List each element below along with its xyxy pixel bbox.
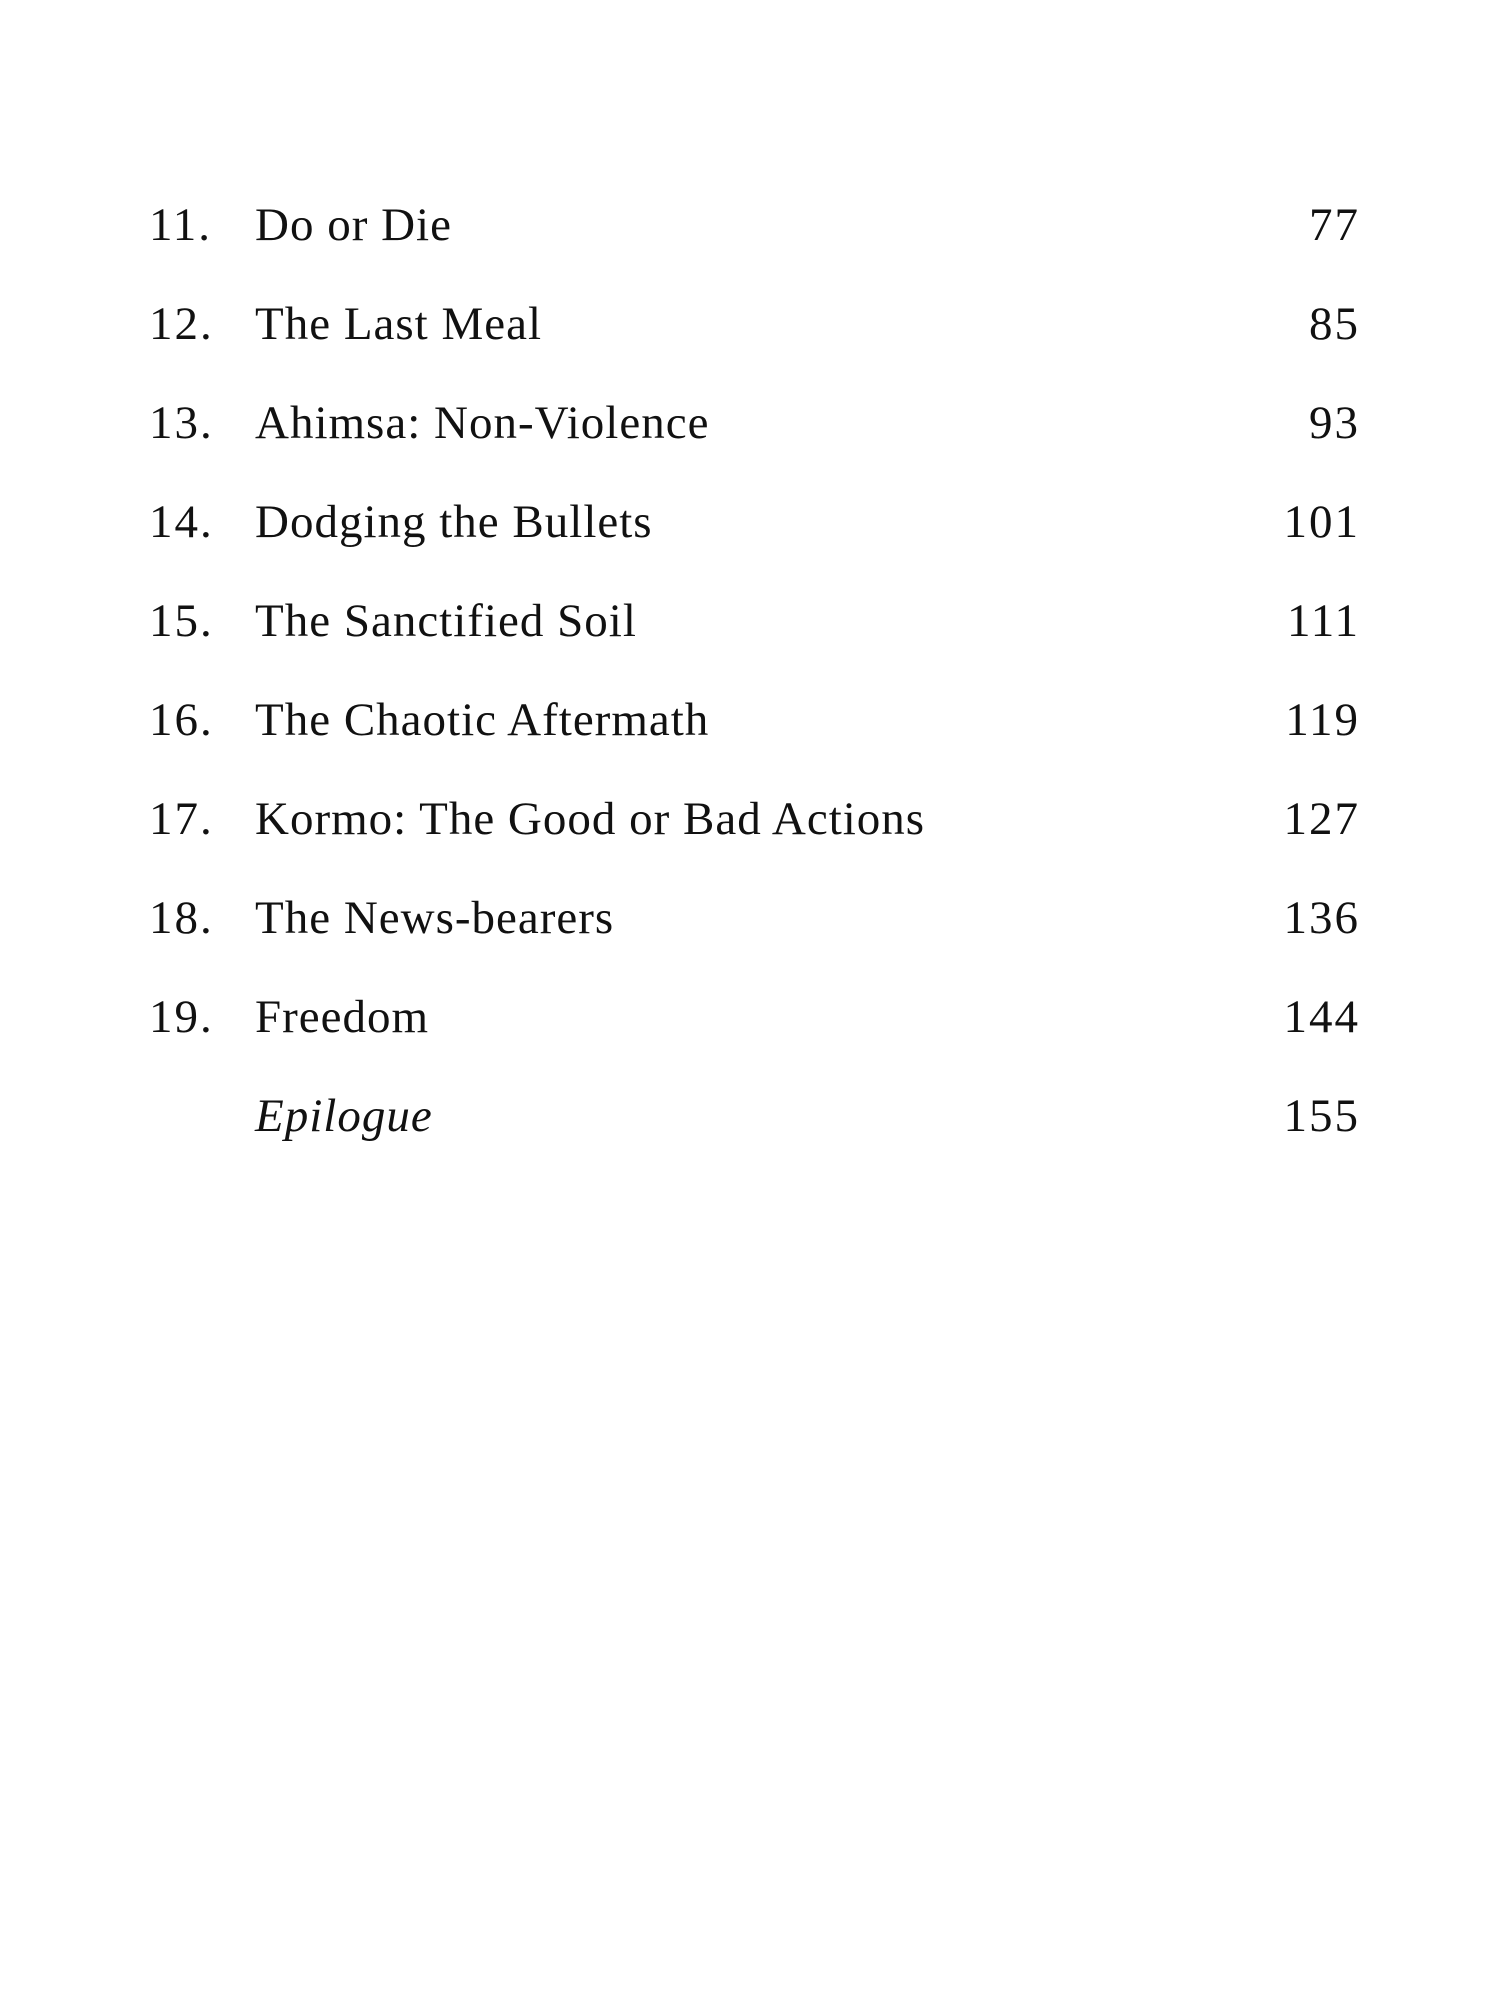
chapter-number: 12.: [149, 298, 214, 350]
chapter-title: Do or Die: [255, 199, 452, 251]
toc-entry-13: [0, 393, 1500, 493]
chapter-number: 14.: [149, 496, 214, 548]
page-number: 85: [1309, 298, 1360, 350]
chapter-number: 17.: [149, 793, 214, 845]
chapter-title: Ahimsa: Non-Violence: [255, 397, 710, 449]
toc-entry-11: [0, 195, 1500, 295]
chapter-number: 18.: [149, 892, 214, 944]
page-number: 127: [1283, 793, 1360, 845]
page-number: 155: [1283, 1090, 1360, 1142]
toc-entry-16: [0, 690, 1500, 790]
toc-entry-19: [0, 987, 1500, 1087]
chapter-title: The Last Meal: [255, 298, 543, 350]
toc-entry-15: [0, 591, 1500, 691]
page-number: 119: [1285, 694, 1360, 746]
page-number: 144: [1283, 991, 1360, 1043]
toc-entry-12: [0, 294, 1500, 394]
chapter-title: Kormo: The Good or Bad Actions: [255, 793, 926, 845]
toc-entry-17: [0, 789, 1500, 889]
chapter-title: Freedom: [255, 991, 430, 1043]
page-number: 136: [1283, 892, 1360, 944]
page-number: 77: [1309, 199, 1360, 251]
chapter-title: The Sanctified Soil: [255, 595, 637, 647]
chapter-title: Dodging the Bullets: [255, 496, 653, 548]
chapter-title: The News-bearers: [255, 892, 615, 944]
chapter-number: 13.: [149, 397, 214, 449]
toc-entry-18: [0, 888, 1500, 988]
chapter-number: 16.: [149, 694, 214, 746]
toc-entry-epilogue: [0, 1086, 1500, 1186]
toc-entry-14: [0, 492, 1500, 592]
chapter-title: The Chaotic Aftermath: [255, 694, 710, 746]
chapter-number: 19.: [149, 991, 214, 1043]
page-number: 93: [1309, 397, 1360, 449]
chapter-number: 11.: [149, 199, 213, 251]
chapter-number: 15.: [149, 595, 214, 647]
page-number: 101: [1283, 496, 1360, 548]
chapter-title: Epilogue: [255, 1090, 433, 1142]
page-number: 111: [1286, 595, 1360, 647]
